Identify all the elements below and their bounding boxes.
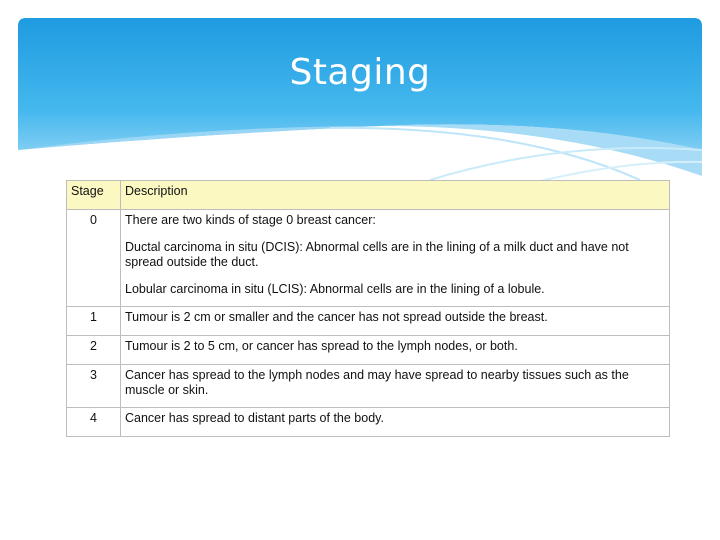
slide-title: Staging [289,52,431,93]
description-cell [121,210,670,307]
table-row [67,307,670,336]
stage-cell: 4 [67,408,121,437]
stage-cell: 0 [67,210,121,307]
header-stage: Stage [67,181,121,210]
stage-cell: 3 [67,365,121,408]
stage-cell: 1 [67,307,121,336]
table-row [67,336,670,365]
header-banner [0,0,720,200]
table-header-row [67,181,670,210]
table-row [67,408,670,437]
description-text: Ductal carcinoma in situ (DCIS): Abnormal cells are in the lining of a milk duct and have not spread outside the duct. [125,240,629,269]
header-description: Description [121,181,670,210]
description-text: Lobular carcinoma in situ (LCIS): Abnormal cells are in the lining of a lobule. [125,282,545,296]
table-row [67,210,670,307]
description-text: There are two kinds of stage 0 breast cancer: [125,213,376,227]
table-row [67,365,670,408]
staging-table [66,180,670,437]
description-cell: Cancer has spread to the lymph nodes and may have spread to nearby tissues such as the muscle or skin. [121,365,670,408]
description-cell: Tumour is 2 to 5 cm, or cancer has spread to the lymph nodes, or both. [121,336,670,365]
description-cell: Cancer has spread to distant parts of the body. [121,408,670,437]
description-cell: Tumour is 2 cm or smaller and the cancer has not spread outside the breast. [121,307,670,336]
stage-cell: 2 [67,336,121,365]
